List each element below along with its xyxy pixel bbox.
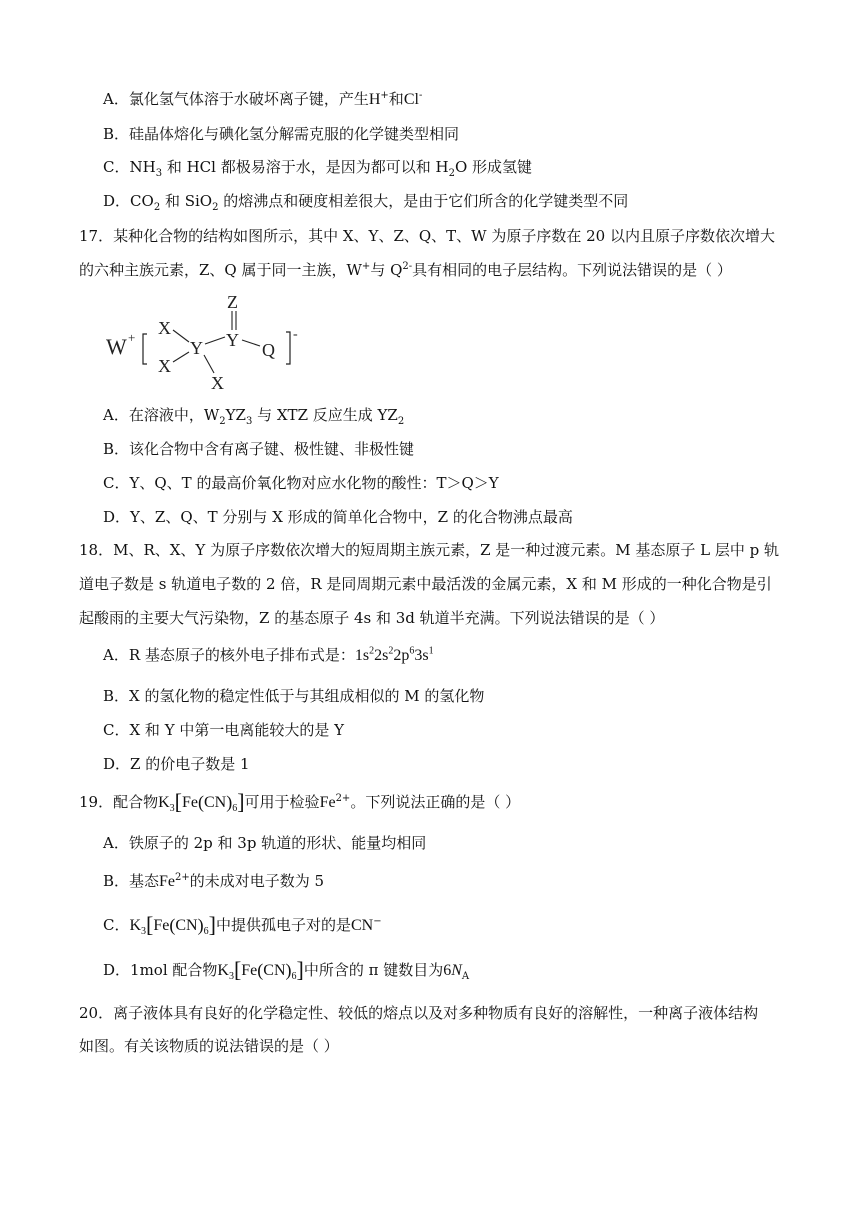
q19-option-a: A．铁原子的 2p 和 3p 轨道的形状、能量均相同 xyxy=(103,834,427,852)
q19-option-b: B．基态$Fe^{2+}$的未成对电子数为 5 xyxy=(103,872,325,890)
q20-stem-line1: 20．离子液体具有良好的化学稳定性、较低的熔点以及对多种物质有良好的溶解性，一种离子液体结构 xyxy=(79,1004,759,1022)
figure-y-left: Y xyxy=(190,338,203,358)
q19-option-d: D．1mol 配合物$K_3[Fe(CN)_6]$中所含的 π 键数目为$6N_A$ xyxy=(103,957,470,983)
q18-option-c: C．X 和 Y 中第一电离能较大的是 Y xyxy=(103,721,345,739)
electron-configuration: $1s^22s^22p^63s^1$ xyxy=(354,645,434,664)
compound-structure-figure xyxy=(100,288,310,392)
q19-option-c: C．$K_3[Fe(CN)_6]$中提供孤电子对的是CN− xyxy=(103,912,382,938)
q17-option-b: B．该化合物中含有离子键、极性键、非极性键 xyxy=(103,440,415,458)
q18-stem-line3: 起酸雨的主要大气污染物，Z 的基态原子 4s 和 3d 轨道半充满。下列说法错误的是（ ） xyxy=(79,609,665,627)
q20-stem-line2: 如图。有关该物质的说法错误的是（ ） xyxy=(79,1037,339,1055)
figure-right-bracket xyxy=(286,332,290,364)
figure-charge: - xyxy=(293,327,298,342)
q18-stem-line2: 道电子数是 s 轨道电子数的 2 倍，R 是同周期元素中最活泼的金属元素，X 和 M 形成的一种化合物是引 xyxy=(79,575,772,593)
bond-x-y-bottom xyxy=(173,352,189,362)
complex-formula: $K_3[Fe(CN)_6]$ xyxy=(129,912,216,938)
figure-w: W xyxy=(106,334,127,359)
q18-option-b: B．X 的氢化物的稳定性低于与其组成相似的 M 的氢化物 xyxy=(103,687,485,705)
complex-formula: $K_3[Fe(CN)_6]$ xyxy=(158,789,245,815)
q18-option-a: A．R 基态原子的核外电子排布式是：$1s^22s^22p^63s^1$ xyxy=(103,645,434,664)
q19-stem: 19．配合物$K_3[Fe(CN)_6]$可用于检验$Fe^{2+}$。下列说法正确的是（ ） xyxy=(79,789,521,815)
complex-formula: $K_3[Fe(CN)_6]$ xyxy=(217,957,304,983)
figure-w-charge: + xyxy=(128,330,136,345)
figure-x-down: X xyxy=(211,373,224,392)
figure-left-bracket xyxy=(143,334,147,364)
q18-option-d: D．Z 的价电子数是 1 xyxy=(103,755,250,773)
q17-stem-line1: 17．某种化合物的结构如图所示，其中 X、Y、Z、Q、T、W 为原子序数在 20 以内且原子序数依次增大 xyxy=(79,227,775,245)
figure-y-right: Y xyxy=(226,330,239,350)
q18-stem-line1: 18．M、R、X、Y 为原子序数依次增大的短周期主族元素，Z 是一种过渡元素。M 基态原子 L 层中 p 轨 xyxy=(79,541,780,559)
q17-option-c: C．Y、Q、T 的最高价氧化物对应水化物的酸性：T＞Q＞Y xyxy=(103,474,499,492)
q16-option-b: B．硅晶体熔化与碘化氢分解需克服的化学键类型相同 xyxy=(103,125,460,143)
bond-y-x-down xyxy=(204,355,214,373)
figure-x-bottom: X xyxy=(158,356,171,376)
q17-option-a: A．在溶液中，$W_2YZ_3$ 与 XTZ 反应生成 $YZ_2$ xyxy=(103,406,405,427)
figure-z: Z xyxy=(227,292,238,312)
q17-option-d: D．Y、Z、Q、T 分别与 X 形成的简单化合物中，Z 的化合物沸点最高 xyxy=(103,508,573,526)
q16-option-d: D．$CO_2$ 和 SiO$_2$ 的熔沸点和硬度相差很大，是由于它们所含的化学键类型不同 xyxy=(103,192,629,213)
bond-y-y xyxy=(205,337,225,344)
bond-y-q xyxy=(242,340,260,346)
bond-x-y-top xyxy=(173,330,189,342)
q17-stem-line2: 的六种主族元素，Z、Q 属于同一主族，W+与 $Q^{2-}$具有相同的电子层结构。下列说法错误的是（ ） xyxy=(79,261,732,279)
q16-option-a: A．氯化氢气体溶于水破坏离子键，产生H+和Cl- xyxy=(103,90,423,108)
q16-option-c: C．$NH_3$ 和 HCl 都极易溶于水，是因为都可以和 $H_2O$ 形成氢键 xyxy=(103,158,533,179)
figure-x-top: X xyxy=(158,318,171,338)
figure-q: Q xyxy=(262,340,275,360)
